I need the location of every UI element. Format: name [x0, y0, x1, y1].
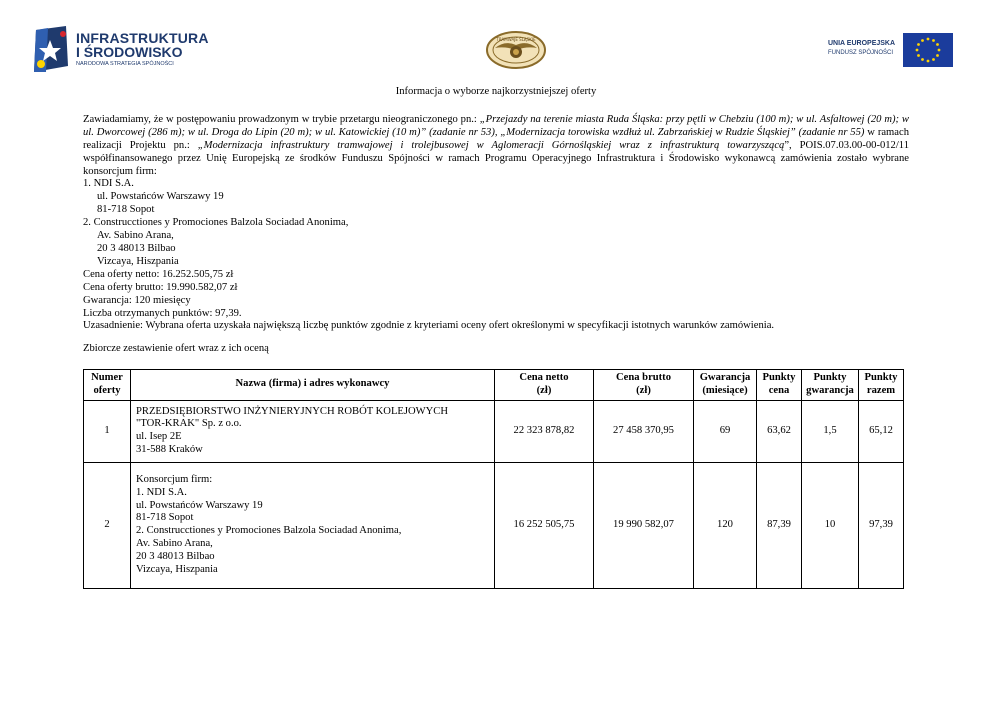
header-netto: Cena netto (zł)	[495, 370, 594, 401]
cell-pkt-gwar: 1,5	[802, 400, 859, 462]
cell-numer: 2	[84, 462, 131, 588]
intro-paragraph	[83, 114, 909, 179]
page-header	[0, 0, 992, 80]
cell-gwarancja: 69	[694, 400, 757, 462]
eu-flag-icon	[903, 33, 953, 67]
award-details	[83, 178, 909, 333]
detail-line: Gwarancja: 120 miesięcy	[83, 294, 191, 306]
eu-logo	[828, 33, 958, 69]
detail-line: Vizcaya, Hiszpania	[97, 255, 179, 267]
detail-line: Uzasadnienie: Wybrana oferta uzyskała największą liczbę punktów zgodnie z kryteriami oceny ofert określonymi w specyfikacji istotnych warunków zamówienia.	[83, 320, 775, 332]
cell-brutto: 27 458 370,95	[594, 400, 694, 462]
offers-table	[83, 369, 904, 589]
document-title: Informacja o wyborze najkorzystniejszej oferty	[395, 86, 597, 97]
header-gwarancja: Gwarancja (miesiące)	[694, 370, 757, 401]
contractor-line: 20 3 48013 Bilbao	[136, 551, 215, 563]
cell-netto: 22 323 878,82	[495, 400, 594, 462]
table-row	[84, 462, 904, 588]
eu-line-1: UNIA EUROPEJSKA	[828, 40, 896, 47]
summary-title: Zbiorcze zestawienie ofert wraz z ich oceną	[83, 343, 269, 355]
eu-line-2: FUNDUSZ SPÓJNOŚCI	[828, 50, 894, 56]
detail-line: Cena oferty brutto: 19.990.582,07 zł	[83, 281, 238, 293]
intro-italic-1: „Przejazdy na terenie miasta Ruda Śląska: przy pętli w Chebziu (100 m); w ul. Asfaltowej (20 m); w ul. Dworcowej (286 m); w ul. Droga do Lipin (20 m); w ul. Katowickiej (10 m)” (zadanie nr 53), „Modernizacja torowiska wzdłuż ul. Zabrzańskiej w Rudzie Śląskiej” (zadanie nr 55)	[83, 113, 909, 138]
infrastruktura-logo	[30, 24, 209, 76]
contractor-line: "TOR-KRAK" Sp. z o.o.	[136, 418, 242, 430]
cell-numer: 1	[84, 400, 131, 462]
logo-line-1: INFRASTRUKTURA	[76, 30, 209, 46]
cell-nazwa	[131, 462, 495, 588]
header-pkt-cena: Punkty cena	[757, 370, 802, 401]
cell-pkt-razem: 97,39	[859, 462, 904, 588]
header-brutto: Cena brutto (zł)	[594, 370, 694, 401]
header-numer: Numer oferty	[84, 370, 131, 401]
table-row	[84, 400, 904, 462]
tramways-emblem-icon	[485, 30, 547, 70]
cell-netto: 16 252 505,75	[495, 462, 594, 588]
detail-line: 2. Construcctiones y Promociones Balzola Sociadad Anonima,	[83, 217, 349, 229]
intro-part-1: Zawiadamiamy, że w postępowaniu prowadzonym w trybie przetargu nieograniczonego pn.:	[83, 113, 480, 125]
detail-line: Liczba otrzymanych punktów: 97,39.	[83, 307, 242, 319]
cell-pkt-gwar: 10	[802, 462, 859, 588]
cell-pkt-razem: 65,12	[859, 400, 904, 462]
contractor-line: 31-588 Kraków	[136, 444, 203, 456]
cell-nazwa	[131, 400, 495, 462]
detail-line: Av. Sabino Arana,	[97, 230, 174, 242]
logo-line-3: NARODOWA STRATEGIA SPÓJNOŚCI	[76, 61, 174, 67]
intro-part-3: ”, POIS.07.03.00-00-012/11 współfinansowanego przez Unię Europejską ze środków Funduszu Spójności w ramach Programu Operacyjnego Infrastruktura i Środowisko wykonawcą zamówienia zostało wybrane konsorcjum firm:	[83, 139, 910, 177]
contractor-line: PRZEDSIĘBIORSTWO INŻYNIERYJNYCH ROBÓT KOLEJOWYCH	[136, 405, 449, 417]
contractor-line: 2. Construcctiones y Promociones Balzola Sociadad Anonima,	[136, 525, 402, 537]
logo-line-2: I ŚRODOWISKO	[76, 44, 183, 60]
flag-star-icon	[30, 26, 70, 72]
header-nazwa: Nazwa (firma) i adres wykonawcy	[131, 370, 495, 401]
cell-brutto: 19 990 582,07	[594, 462, 694, 588]
detail-line: ul. Powstańców Warszawy 19	[97, 191, 224, 203]
contractor-line: ul. Powstańców Warszawy 19	[136, 499, 263, 511]
cell-gwarancja: 120	[694, 462, 757, 588]
header-pkt-razem: Punkty razem	[859, 370, 904, 401]
detail-line: 20 3 48013 Bilbao	[97, 242, 176, 254]
cell-pkt-cena: 87,39	[757, 462, 802, 588]
emblem-text: TRAMWAJE ŚLĄSKIE	[496, 37, 536, 42]
contractor-line: 81-718 Sopot	[136, 512, 194, 524]
cell-pkt-cena: 63,62	[757, 400, 802, 462]
header-pkt-gwarancja: Punkty gwarancja	[802, 370, 859, 401]
table-header-row	[84, 370, 904, 401]
intro-part-2: w ramach realizacji Projektu pn.:	[83, 126, 909, 151]
intro-italic-2: „Modernizacja infrastruktury tramwajowej i trolejbusowej w Aglomeracji Górnośląskiej wraz z infrastrukturą towarzyszącą	[197, 139, 785, 151]
document-body	[83, 86, 909, 356]
contractor-line: Vizcaya, Hiszpania	[136, 564, 218, 576]
detail-line: 81-718 Sopot	[97, 204, 155, 216]
contractor-line: Konsorcjum firm:	[136, 473, 213, 485]
contractor-line: ul. Isep 2E	[136, 431, 182, 443]
contractor-line: 1. NDI S.A.	[136, 486, 187, 498]
detail-line: 1. NDI S.A.	[83, 178, 134, 190]
detail-line: Cena oferty netto: 16.252.505,75 zł	[83, 268, 234, 280]
contractor-line: Av. Sabino Arana,	[136, 538, 213, 550]
